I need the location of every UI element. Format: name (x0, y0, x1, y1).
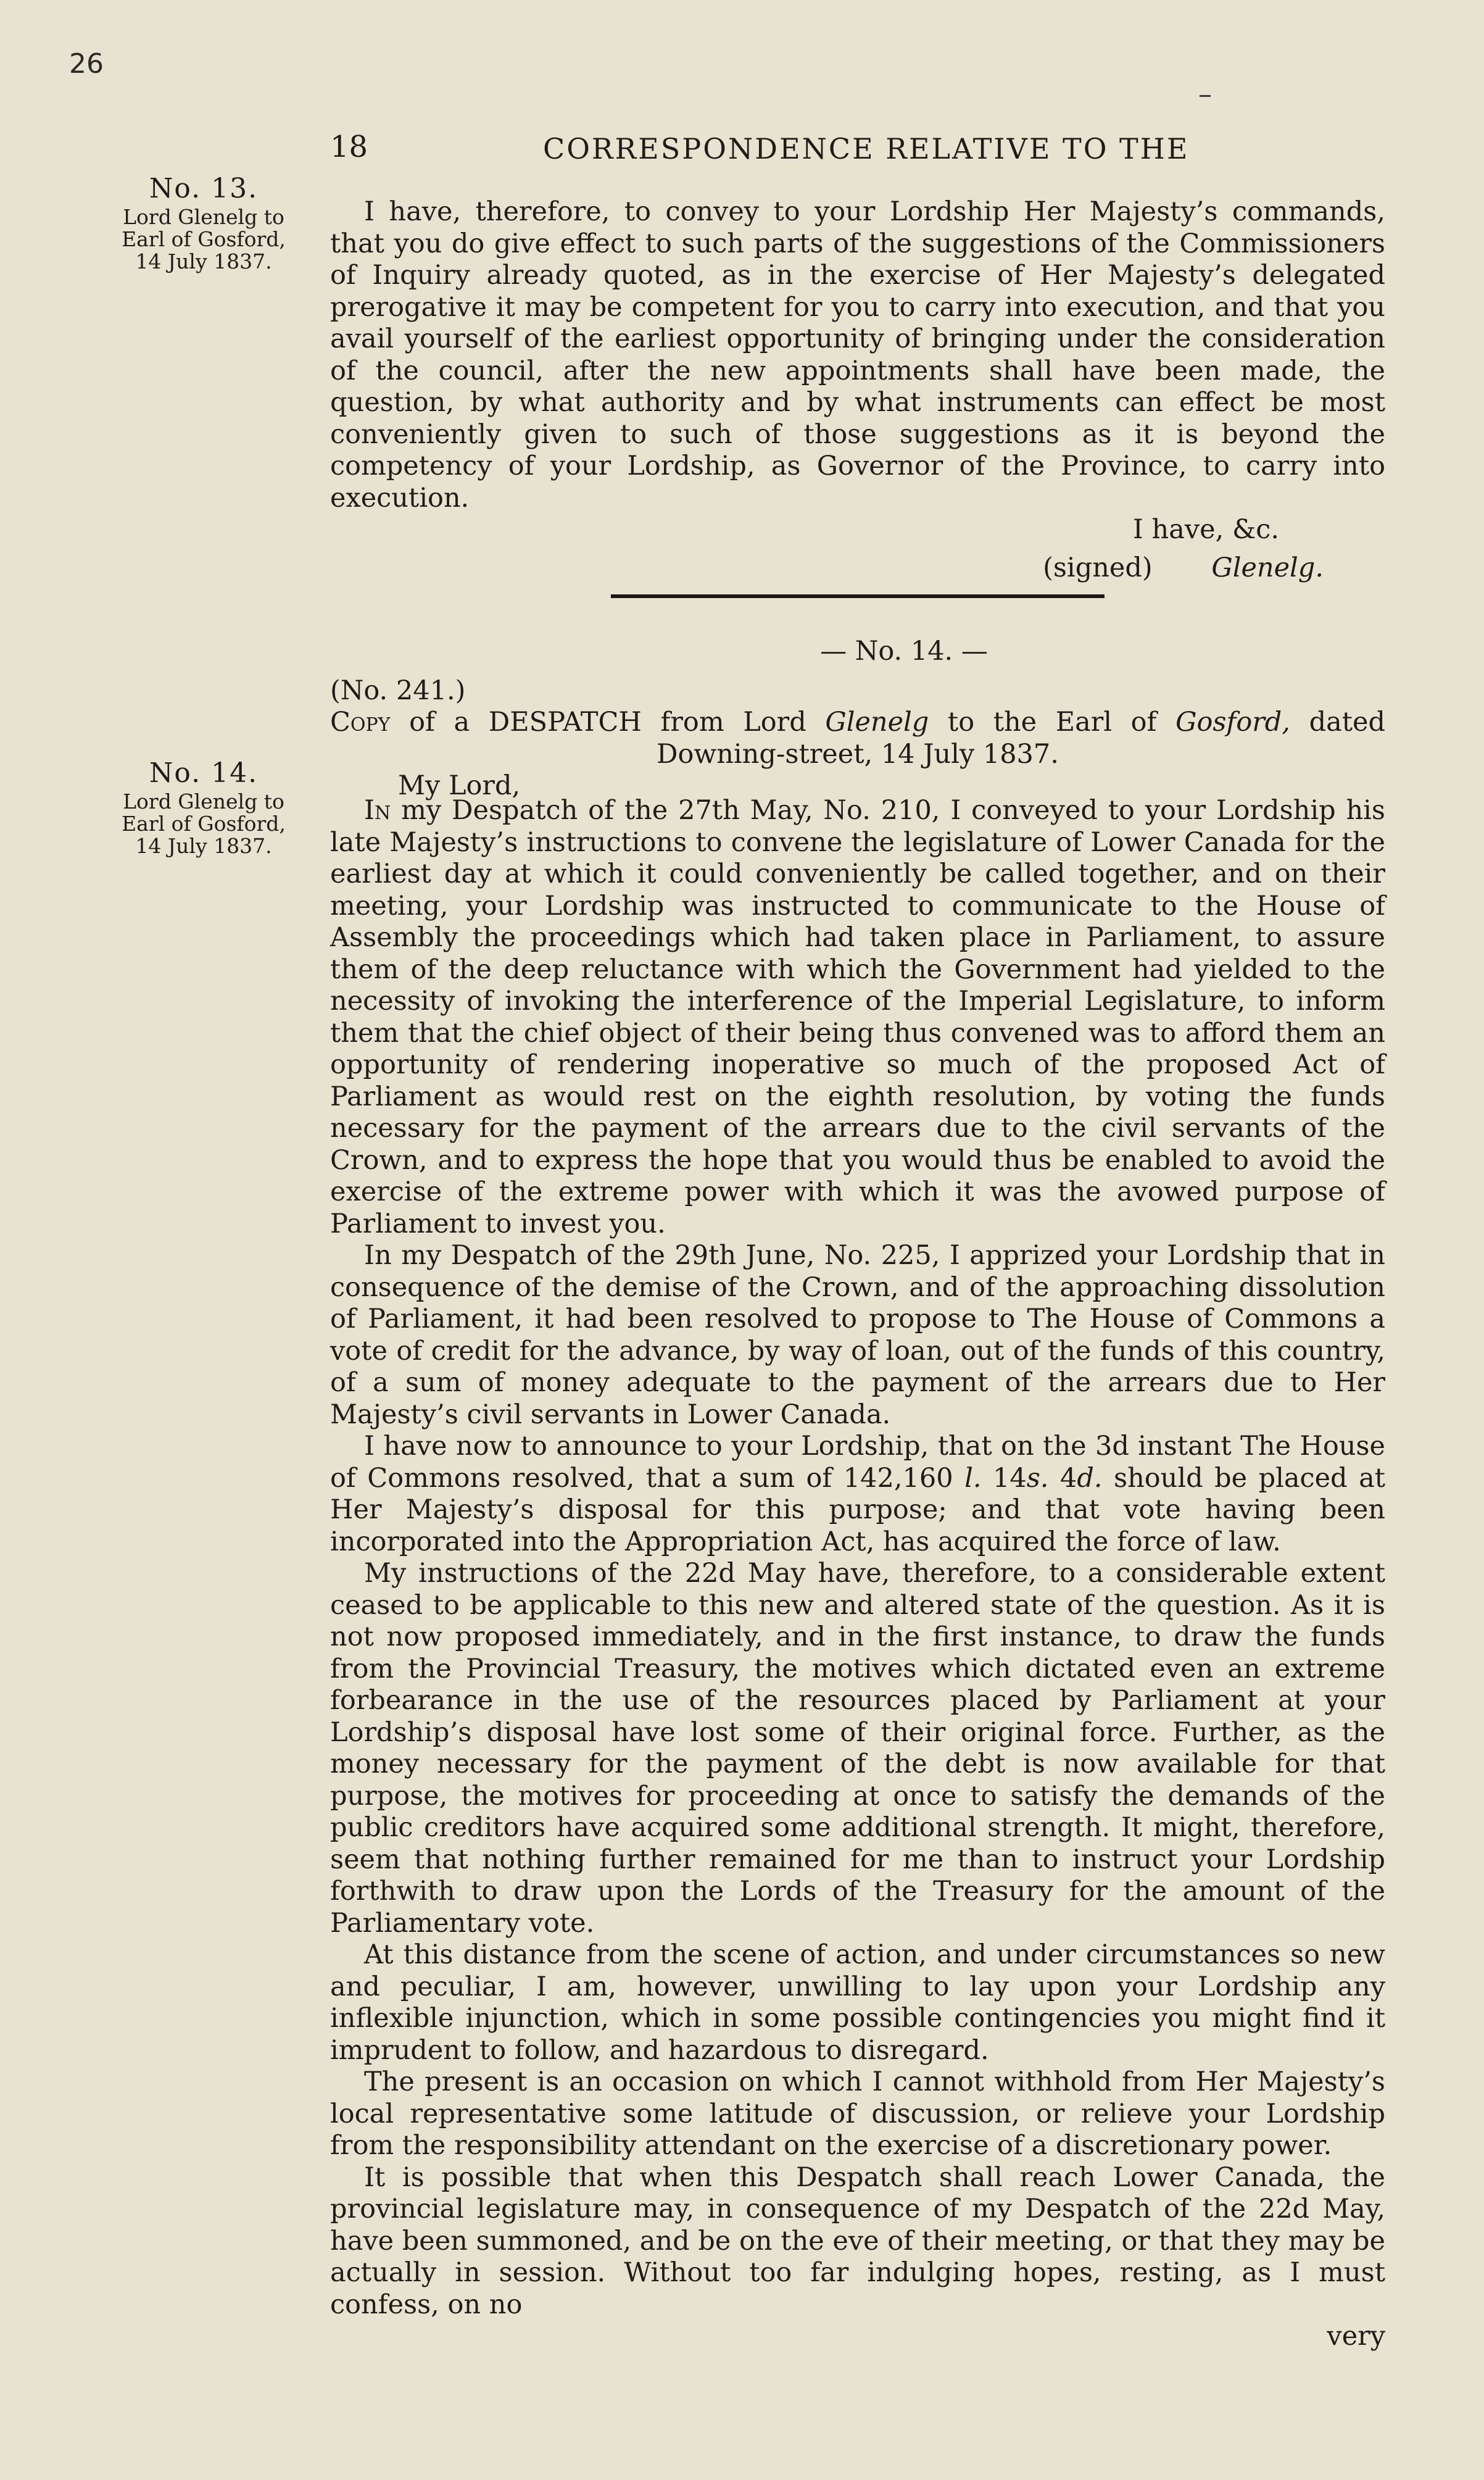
reference-number: (No. 241.) (330, 675, 466, 706)
margin-note-line: Earl of Gosford, (122, 812, 286, 836)
page-number: 26 (69, 48, 104, 80)
despatch-title: Copy of a DESPATCH from Lord Glenelg to the Earl of Gosford, dated (330, 707, 1385, 738)
signature: Glenelg. (1211, 552, 1324, 583)
margin-note-line: 14 July 1837. (135, 834, 272, 858)
margin-note-number: No. 13. (149, 173, 259, 204)
running-head-title: CORRESPONDENCE RELATIVE TO THE (543, 132, 1190, 165)
despatch-title-date: Downing-street, 14 July 1837. (657, 738, 1059, 770)
closing: I have, &c. (1132, 514, 1279, 545)
signed-label: (signed) (1043, 552, 1153, 583)
margin-note-no13 (111, 173, 296, 273)
running-head-number: 18 (330, 130, 368, 164)
letter-14-body (330, 795, 1385, 2353)
margin-note-line: Lord Glenelg to (123, 205, 284, 229)
paragraph: In my Despatch of the 29th June, No. 225, I apprized your Lordship that in consequence of the demise of the Crown, and of the approaching dissolution of Parliament, it had been resolved to propose to The House of Commons a vote of credit for the advance, by way of loan, out of the funds of this country, of a sum of money adequate to the payment of the arrears due to Her Majesty’s civil servants in Lower Canada. (330, 1240, 1385, 1430)
margin-note-number: No. 14. (149, 757, 259, 789)
document-number: — No. 14. — (820, 636, 988, 667)
paragraph: It is possible that when this Despatch shall reach Lower Canada, the provincial legislature may, in consequence of my Despatch of the 22d May, have been summoned, and be on the eve of their meeting, or that they may be actually in session. Without too far indulging hopes, resting, as I must confess, on no (330, 2162, 1385, 2320)
salutation: My Lord, (398, 770, 521, 801)
margin-note-no14 (111, 757, 296, 858)
corner-mark (1200, 95, 1211, 97)
paragraph: I have, therefore, to convey to your Lordship Her Majesty’s commands, that you do give effect to such parts of the suggestions of the Commissioners of Inquiry already quoted, as in the exercise of Her Majesty’s delegated prerogative it may be competent for you to carry into execution, and that you avail yourself of the earliest opportunity of bringing under the consideration of the council, after the new appointments shall have been made, the question, by what authority and by what instruments can effect be most conveniently given to such of those suggestions as it is beyond the competency of your Lordship, as Governor of the Province, to carry into execution. (330, 196, 1385, 514)
paragraph: At this distance from the scene of action, and under circumstances so new and peculiar, I am, however, unwilling to lay upon your Lordship any inflexible injunction, which in some possible contingencies you might find it imprudent to follow, and hazardous to disregard. (330, 1939, 1385, 2066)
paragraph: In my Despatch of the 27th May, No. 210, I conveyed to your Lordship his late Majesty’s instructions to convene the legislature of Lower Canada for the earliest day at which it could conveniently be called together, and on their meeting, your Lordship was instructed to communicate to the House of Assembly the proceedings which had taken place in Parliament, to assure them of the deep reluctance with which the Government had yielded to the necessity of invoking the interference of the Imperial Legislature, to inform them that the chief object of their being thus convened was to afford them an opportunity of rendering inoperative so much of the proposed Act of Parliament as would rest on the eighth resolution, by voting the funds necessary for the payment of the arrears due to the civil servants of the Crown, and to express the hope that you would thus be enabled to avoid the exercise of the extreme power with which it was the avowed purpose of Parliament to invest you. (330, 795, 1385, 1239)
section-rule (611, 594, 1105, 598)
signature-line (330, 552, 1385, 585)
paragraph: I have now to announce to your Lordship, that on the 3d instant The House of Commons resolved, that a sum of 142,160 l. 14s. 4d. should be placed at Her Majesty’s disposal for this purpose; and that vote having been incorporated into the Appropriation Act, has acquired the force of law. (330, 1431, 1385, 1557)
letter-14-heading (330, 636, 1385, 802)
margin-note-line: 14 July 1837. (135, 249, 272, 273)
paragraph: My instructions of the 22d May have, therefore, to a considerable extent ceased to be applicable to this new and altered state of the question. As it is not now proposed immediately, and in the first instance, to draw the funds from the Provincial Treasury, the motives which dictated even an extreme forbearance in the use of the resources placed by Parliament at your Lordship’s disposal have lost some of their original force. Further, as the money necessary for the payment of the debt is now available for that purpose, the motives for proceeding at once to satisfy the demands of the public creditors have acquired some additional strength. It might, therefore, seem that nothing further remained for me than to instruct your Lordship forthwith to draw upon the Lords of the Treasury for the amount of the Parliamentary vote. (330, 1558, 1385, 1939)
margin-note-line: Earl of Gosford, (122, 227, 286, 251)
letter-13-body (330, 196, 1385, 584)
margin-note-line: Lord Glenelg to (123, 789, 284, 813)
paragraph: The present is an occasion on which I cannot withhold from Her Majesty’s local representative some latitude of discussion, or relieve your Lordship from the responsibility attendant on the exercise of a discretionary power. (330, 2066, 1385, 2161)
catchword: very (1327, 2321, 1385, 2352)
